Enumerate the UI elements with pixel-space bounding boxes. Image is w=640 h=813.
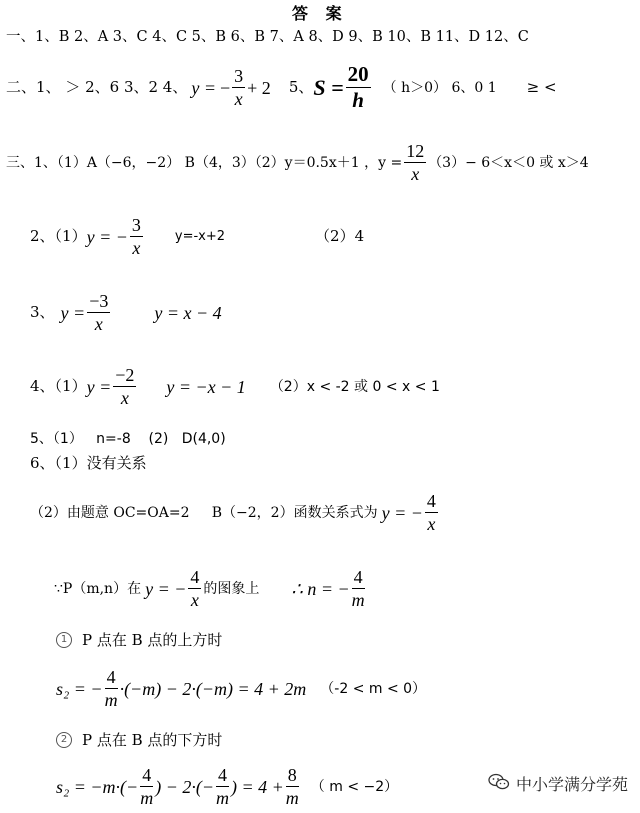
- fraction-numerator: −2: [115, 365, 135, 385]
- fraction-denominator: x: [94, 314, 103, 334]
- fraction-numerator: 4: [426, 491, 436, 511]
- case-2-text: P 点在 B 点的下方时: [82, 730, 223, 749]
- formula-middle: ) − 2·(−: [155, 776, 214, 797]
- formula-rest: ·(−m) − 2·(−m) = 4 + 2m: [119, 678, 307, 699]
- q3-label: 3、: [30, 303, 55, 321]
- equation-S: S =: [313, 74, 344, 100]
- fraction-denominator: m: [140, 788, 154, 808]
- fraction-numerator: 8: [287, 765, 297, 785]
- fraction-numerator: 4: [106, 667, 116, 687]
- fraction-neg2-over-x: [113, 366, 136, 407]
- section-3-label: 三、: [6, 154, 34, 171]
- case-1-text: P 点在 B 点的上方时: [82, 630, 223, 649]
- fraction-denominator: m: [104, 690, 118, 710]
- point-on-graph-line: [54, 568, 367, 609]
- fraction-4-over-x: [425, 492, 438, 533]
- watermark-text: 中小学满分学苑: [515, 775, 628, 794]
- section-3-q2: [30, 216, 364, 257]
- equation-y: y =: [60, 302, 86, 323]
- section-2-answers-a: 1、 ＞ 2、6 3、2 4、: [36, 78, 188, 96]
- fraction-numerator: 4: [353, 567, 363, 587]
- circled-number-1: 1: [56, 632, 72, 648]
- equation-y: y =: [86, 376, 112, 397]
- plus-two: + 2: [247, 77, 271, 98]
- formula-start: s₂ = −: [56, 678, 103, 699]
- fraction-numerator: 3: [234, 66, 244, 86]
- section-1: [6, 30, 529, 45]
- fraction-numerator: 4: [190, 567, 200, 587]
- fraction-numerator: 3: [131, 215, 141, 235]
- fraction-4-over-m: [105, 668, 118, 709]
- section-3-q4: [30, 366, 440, 407]
- section-1-answers: 1、B 2、A 3、C 4、C 5、B 6、B 7、A 8、D 9、B 10、B 11、D 12、C: [35, 29, 529, 45]
- question-5-label: 5、: [288, 78, 314, 96]
- case-1-range: （-2 < m < 0）: [320, 680, 427, 697]
- fraction-denominator: h: [352, 88, 364, 112]
- fraction-neg3-over-x: [87, 292, 110, 333]
- section-2-answers-d: ≥ <: [526, 78, 557, 96]
- fraction-3-over-x: [130, 216, 143, 257]
- on-graph-text: 的图象上: [203, 580, 260, 597]
- equation-y: y = −: [381, 502, 423, 523]
- section-3-q6: 6、（1）没有关系: [30, 454, 147, 472]
- fraction-denominator: x: [411, 164, 420, 184]
- q4-part2: （2）x < -2 或 0 < x < 1: [269, 378, 440, 395]
- circled-number-2: 2: [56, 732, 72, 748]
- fraction-8-over-m: [286, 766, 299, 807]
- section-2-answers-c: （ h＞0） 6、0 1: [382, 79, 497, 96]
- case-2-heading: [56, 732, 222, 748]
- fraction-numerator: 20: [347, 62, 369, 86]
- case-1-heading: [56, 632, 222, 648]
- section-1-label: 一、: [6, 29, 35, 45]
- fraction-denominator: x: [132, 238, 141, 258]
- wechat-icon: [488, 773, 510, 795]
- case-2-range: （ m < −2）: [310, 778, 399, 795]
- case-2-formula: [56, 766, 398, 807]
- fraction-numerator: 4: [217, 765, 227, 785]
- fraction-numerator: 12: [406, 141, 425, 161]
- page-title: 答 案: [292, 4, 348, 23]
- q4-label: 4、（1）: [30, 377, 87, 395]
- fraction-denominator: x: [234, 89, 243, 109]
- q6-part2-text: （2）由题意 OC=OA=2 B（−2，2）函数关系式为: [30, 504, 378, 521]
- section-3-q6-part2: [30, 492, 440, 533]
- q2-label: 2、（1）: [30, 227, 87, 245]
- section-3-q1: [6, 142, 589, 183]
- q1-text-b: （3）− 6＜x＜0 或 x＞4: [428, 154, 589, 171]
- q1-text-a: 1、（1）A（−6，−2） B（4，3）（2）y＝0.5x＋1 ，y =: [34, 154, 403, 171]
- fraction-denominator: m: [285, 788, 299, 808]
- case-1-formula: [56, 668, 426, 709]
- fraction-4-over-m: [352, 568, 365, 609]
- section-2-label: 二、: [6, 78, 37, 96]
- fraction-denominator: x: [427, 514, 436, 534]
- q2-linear: y=-x+2: [174, 229, 226, 244]
- fraction-numerator: 4: [142, 765, 152, 785]
- q3-linear: y = x − 4: [154, 302, 222, 323]
- minus-sign: −: [220, 77, 231, 98]
- fraction-4-over-m: [140, 766, 153, 807]
- p-condition-text: ∵P（m,n）在: [54, 580, 142, 597]
- therefore-n: ∴ n = −: [291, 578, 350, 599]
- section-2: [6, 64, 557, 111]
- section-3-q5: 5、（1） n=-8 (2) D(4,0): [30, 431, 226, 447]
- formula-equals: ) = 4 +: [230, 776, 284, 797]
- equation-y: y = −: [145, 578, 187, 599]
- fraction-20-over-h: [346, 64, 371, 111]
- fraction-numerator: −3: [89, 291, 109, 311]
- watermark: [488, 772, 628, 795]
- fraction-4-over-m: [216, 766, 229, 807]
- formula-start: s₂ = −m·(−: [56, 776, 139, 797]
- fraction-12-over-x: [404, 142, 426, 183]
- equation-y: y = −: [86, 226, 128, 247]
- fraction-denominator: m: [215, 788, 229, 808]
- fraction-denominator: m: [351, 590, 365, 610]
- fraction-denominator: x: [120, 388, 129, 408]
- equation-y: y =: [191, 77, 216, 98]
- fraction-4-over-x: [188, 568, 201, 609]
- fraction-3-over-x: [232, 67, 245, 108]
- q4-linear: y = −x − 1: [166, 376, 246, 397]
- fraction-denominator: x: [190, 590, 199, 610]
- section-3-q3: [30, 292, 222, 333]
- q2-part2: （2）4: [315, 227, 365, 245]
